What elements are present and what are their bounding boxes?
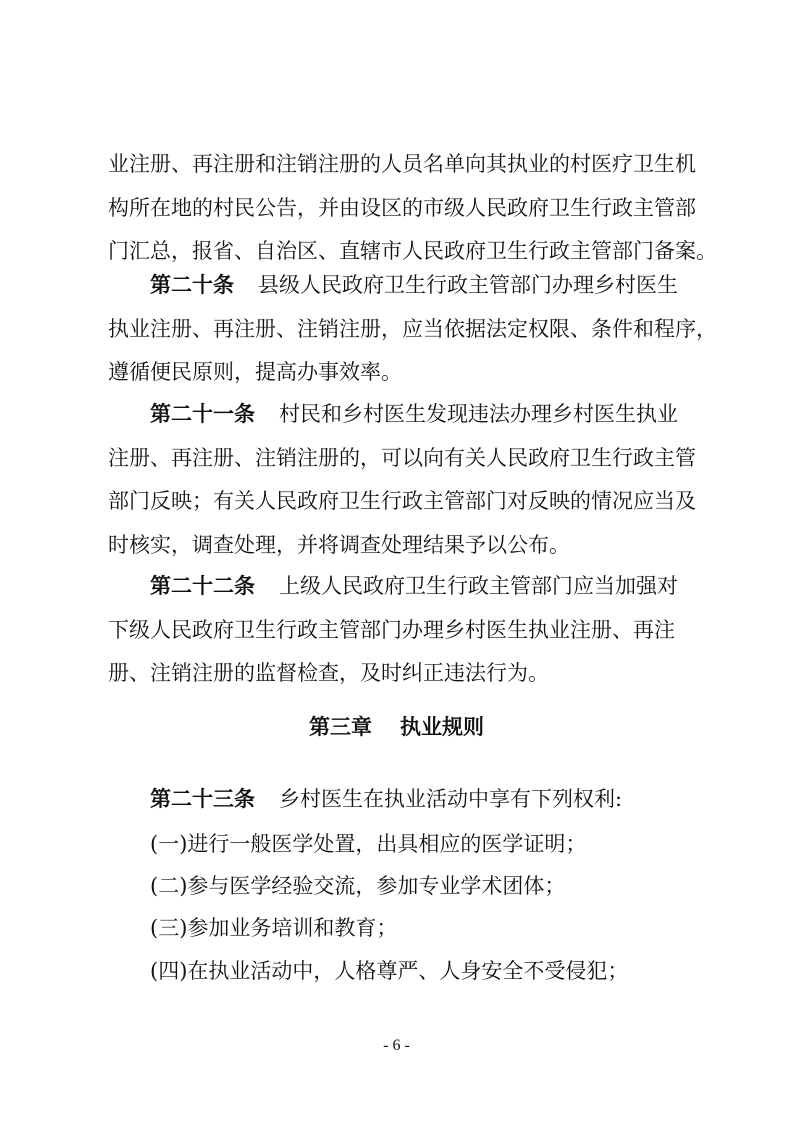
list-item: (二)参与医学经验交流，参加专业学术团体； <box>150 874 566 898</box>
page-number: - 6 - <box>383 1037 410 1054</box>
text-line: 县级人民政府卫生行政主管部门办理乡村医生 <box>258 273 678 297</box>
list-item: (四)在执业活动中，人格尊严、人身安全不受侵犯； <box>150 959 629 983</box>
list-item: (一)进行一般医学处置，出具相应的医学证明； <box>150 832 587 856</box>
text-line: 业注册、再注册和注销注册的人员名单向其执业的村医疗卫生机 <box>108 152 696 176</box>
paragraph-continuation <box>108 143 717 274</box>
article-20 <box>108 264 717 395</box>
article-23-heading <box>150 784 622 814</box>
text-line: 乡村医生在执业活动中享有下列权利: <box>279 787 623 811</box>
text-line: 册、注销注册的监督检查，及时纠正违法行为。 <box>108 661 549 686</box>
chapter-heading <box>0 712 793 742</box>
text-line: 构所在地的村民公告，并由设区的市级人民政府卫生行政主管部 <box>108 195 696 220</box>
list-item: (三)参加业务培训和教育； <box>150 916 398 940</box>
text-line: 注册、再注册、注销注册的，可以向有关人民政府卫生行政主管 <box>108 445 696 470</box>
article-23-title: 第二十三条 <box>150 787 255 811</box>
article-21-title: 第二十一条 <box>150 402 255 426</box>
article-22 <box>108 565 698 696</box>
text-line: 执业注册、再注册、注销注册，应当依据法定权限、条件和程序， <box>108 316 717 341</box>
chapter-number: 第三章 <box>309 715 372 739</box>
text-line: 下级人民政府卫生行政主管部门办理乡村医生执业注册、再注 <box>108 617 675 642</box>
article-22-title: 第二十二条 <box>150 574 255 598</box>
text-line: 部门反映；有关人民政府卫生行政主管部门对反映的情况应当及 <box>108 489 696 514</box>
text-line: 遵循便民原则，提高办事效率。 <box>108 360 402 385</box>
text-line: 门汇总，报省、自治区、直辖市人民政府卫生行政主管部门备案。 <box>108 239 717 264</box>
article-20-title: 第二十条 <box>150 273 234 297</box>
text-line: 村民和乡村医生发现违法办理乡村医生执业 <box>279 402 678 426</box>
article-21 <box>108 393 698 567</box>
text-line: 上级人民政府卫生行政主管部门应当加强对 <box>279 574 678 598</box>
text-line: 时核实，调查处理，并将调查处理结果予以公布。 <box>108 532 570 557</box>
chapter-title: 执业规则 <box>400 715 484 739</box>
